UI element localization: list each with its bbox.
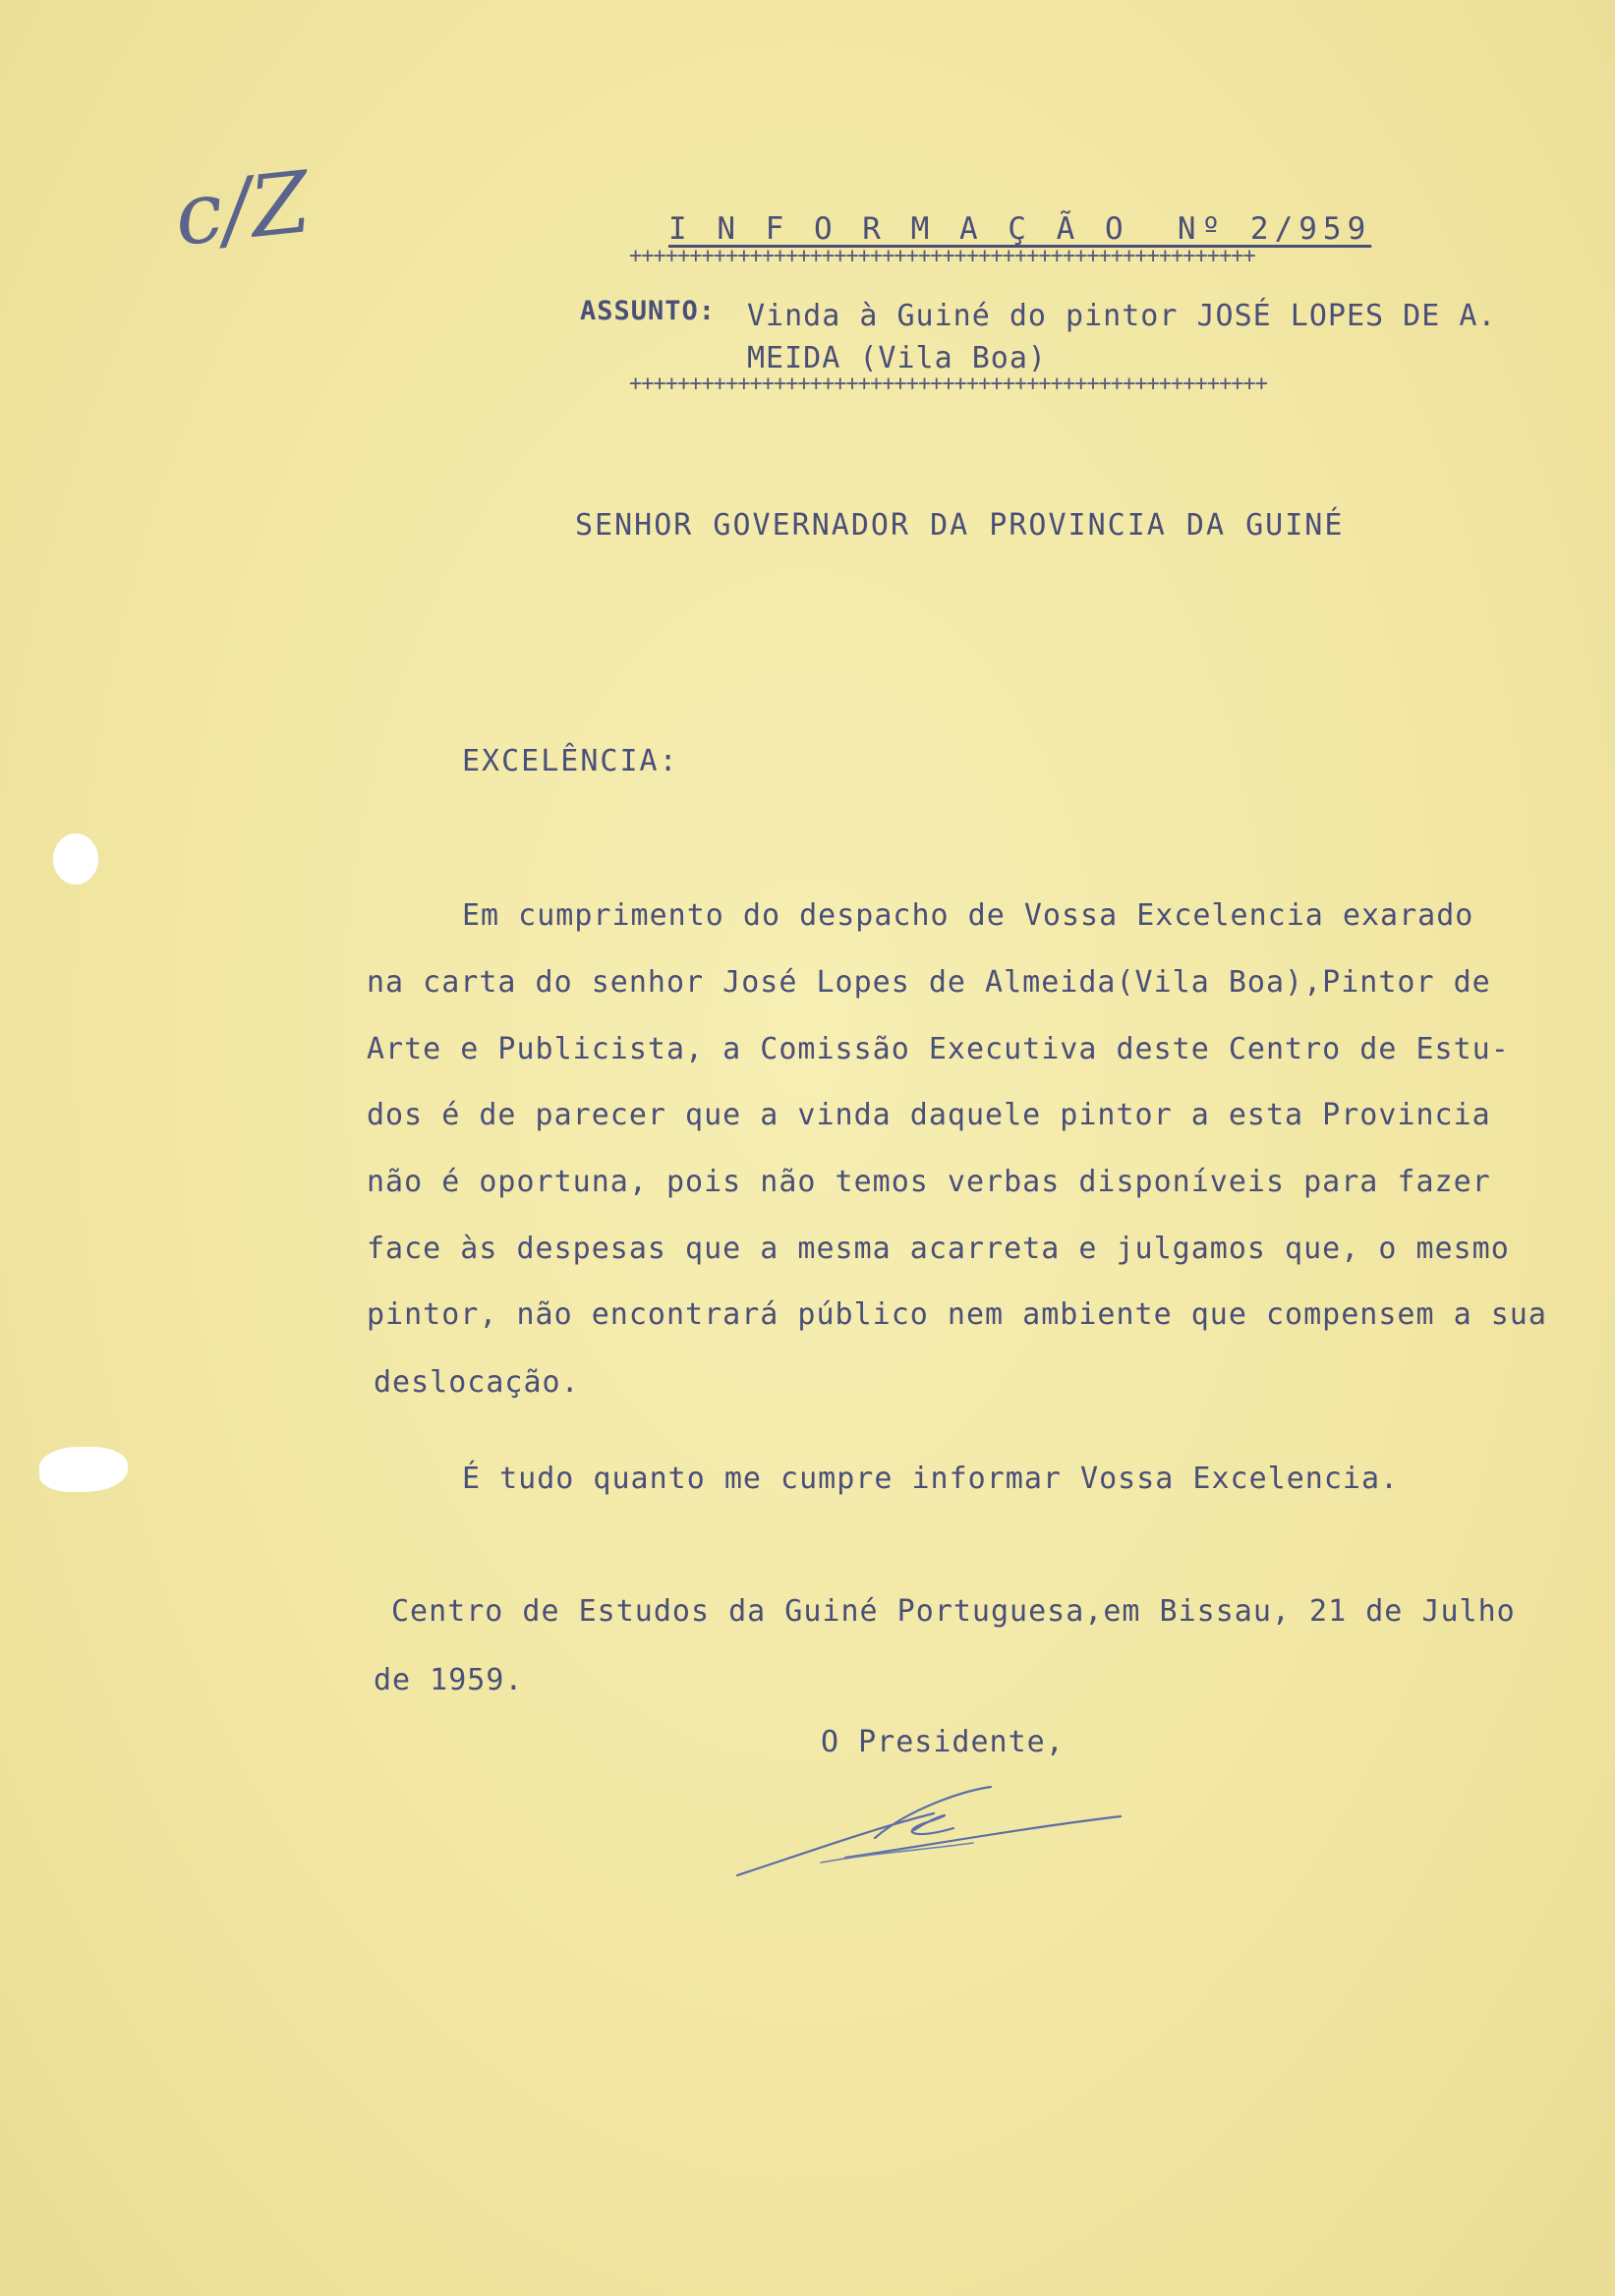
subject-line: Vinda à Guiné do pintor JOSÉ LOPES DE A. [747, 299, 1497, 333]
body-line: na carta do senhor José Lopes de Almeida(Vila Boa),Pintor de [367, 965, 1491, 1000]
body-line: deslocação. [374, 1365, 580, 1400]
body-line: pintor, não encontrará público nem ambiente que compensem a sua [367, 1297, 1547, 1332]
handwritten-signature [727, 1769, 1140, 1887]
torn-punch-hole [39, 1447, 128, 1492]
subject-label: ASSUNTO: [580, 296, 717, 326]
signoff: O Presidente, [821, 1725, 1065, 1759]
body-line: face às despesas que a mesma acarreta e julgamos que, o mesmo [367, 1232, 1510, 1266]
body-line: não é oportuna, pois não temos verbas disponíveis para fazer [367, 1165, 1491, 1199]
body-line: Em cumprimento do despacho de Vossa Excelencia exarado [462, 898, 1474, 933]
closing-line: É tudo quanto me cumpre informar Vossa Excelencia. [462, 1462, 1400, 1496]
document-title: I N F O R M A Ç Ã O Nº 2/959 [668, 211, 1372, 247]
place-date: Centro de Estudos da Guiné Portuguesa,em Bissau, 21 de Julho [391, 1594, 1516, 1629]
punch-hole [53, 833, 98, 885]
body-line: Arte e Publicista, a Comissão Executiva deste Centro de Estu- [367, 1032, 1510, 1066]
body-line: dos é de parecer que a vinda daquele pintor a esta Provincia [367, 1098, 1491, 1132]
salutation: EXCELÊNCIA: [462, 744, 679, 778]
subject-line: MEIDA (Vila Boa) [747, 341, 1047, 375]
handwritten-note: c/Z [170, 153, 315, 265]
separator-crosses-top: ++++++++++++++++++++++++++++++++++++++++++++++++++++ [629, 244, 1255, 268]
addressee: SENHOR GOVERNADOR DA PROVINCIA DA GUINÉ [575, 508, 1345, 543]
separator-crosses-bottom: +++++++++++++++++++++++++++++++++++++++++++++++++++++ [629, 372, 1267, 396]
place-date: de 1959. [374, 1663, 524, 1697]
